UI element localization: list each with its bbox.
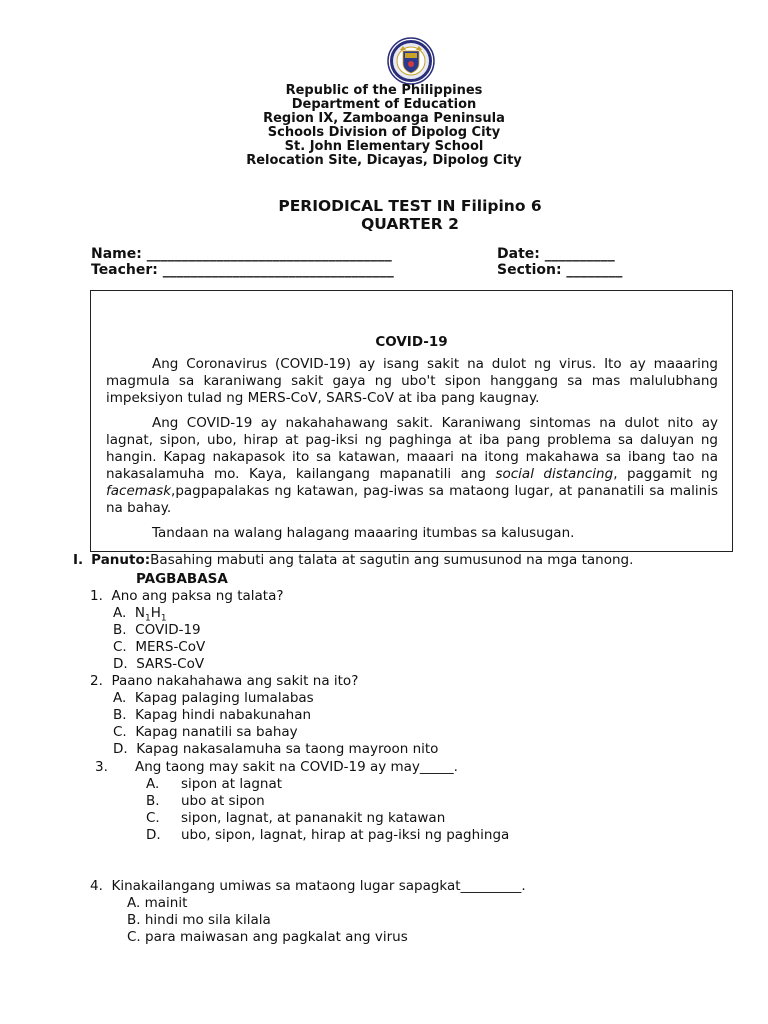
header-line: Department of Education	[291, 97, 477, 112]
choice-2a[interactable]: A. Kapag palaging lumalabas	[113, 690, 314, 706]
choice-4a[interactable]: A. mainit	[127, 895, 188, 911]
test-title	[0, 197, 768, 233]
passage-paragraph-3: Tandaan na walang halagang maaaring itumbas sa kalusugan.	[152, 525, 575, 541]
header-line: Schools Division of Dipolog City	[267, 125, 501, 140]
header-line: St. John Elementary School	[284, 139, 484, 154]
choice-2d[interactable]: D. Kapag nakasalamuha sa taong mayroon nito	[113, 741, 439, 757]
question-4: 4. Kinakailangang umiwas sa mataong lugar sapagkat_________.	[90, 878, 526, 894]
date-field[interactable]: Date: __________	[497, 246, 615, 262]
choice-3a[interactable]: A. sipon at lagnat	[146, 776, 283, 792]
reading-passage-box	[90, 290, 733, 552]
choice-1d[interactable]: D. SARS-CoV	[113, 656, 205, 672]
passage-paragraph-1: Ang Coronavirus (COVID-19) ay isang sakit na dulot ng virus. Ito ay maaaring magmula sa karaniwang sakit gaya ng ubo't sipon hanggang sa mas malulubhang impeksiyon tulad ng MERS-CoV, SARS-CoV at iba pang kaugnay.	[106, 356, 718, 406]
name-field[interactable]: Name: ___________________________________	[91, 246, 392, 262]
header-line: Region IX, Zamboanga Peninsula	[263, 111, 505, 126]
instructions: I. Panuto:Basahing mabuti ang talata at sagutin ang sumusunod na mga tanong.	[73, 552, 634, 568]
test-title-line2: QUARTER 2	[361, 215, 459, 233]
section-field[interactable]: Section: ________	[497, 261, 623, 278]
choice-3c[interactable]: C. sipon, lagnat, at pananakit ng katawan	[146, 810, 446, 826]
choice-3d[interactable]: D. ubo, sipon, lagnat, hirap at pag-iksi ng paghinga	[146, 827, 510, 843]
section-heading: PAGBABASA	[136, 571, 228, 587]
teacher-field[interactable]: Teacher: _________________________________	[91, 261, 394, 278]
choice-1a[interactable]: A. $N_1H_1$	[113, 605, 167, 624]
choice-4b[interactable]: B. hindi mo sila kilala	[127, 912, 271, 928]
student-info-fields	[91, 247, 691, 278]
choice-3b[interactable]: B. ubo at sipon	[146, 793, 265, 809]
question-2: 2. Paano nakahahawa ang sakit na ito?	[90, 673, 359, 689]
question-3: 3. Ang taong may sakit na COVID-19 ay may_____.	[95, 759, 458, 775]
test-title-line1: PERIODICAL TEST IN Filipino 6	[278, 197, 542, 215]
passage-paragraph-2: Ang COVID-19 ay nakahahawang sakit. Karaniwang sintomas na dulot nito ay lagnat, sipon, ubo, hirap at pag-iksi ng paghinga at iba pang problema sa daluyan ng hangin. Kapag nakapasok ito sa katawan, maaari na itong makahawa sa ibang tao na nakasalamuha mo. Kaya, kailangang mapanatili ang social distancing, paggamit ng facemask,pagpapalakas ng katawan, pag-iwas sa mataong lugar, at pananatili sa malinis na bahay.	[106, 415, 718, 516]
deped-seal-logo	[376, 37, 446, 85]
passage-title: COVID-19	[375, 334, 448, 350]
header-line: Republic of the Philippines	[285, 83, 483, 98]
choice-1c[interactable]: C. MERS-CoV	[113, 639, 206, 655]
choice-2c[interactable]: C. Kapag nanatili sa bahay	[113, 724, 298, 740]
choice-4c[interactable]: C. para maiwasan ang pagkalat ang virus	[127, 929, 408, 945]
header-line: Relocation Site, Dicayas, Dipolog City	[246, 153, 522, 168]
school-header	[0, 84, 768, 168]
choice-2b[interactable]: B. Kapag hindi nabakunahan	[113, 707, 312, 723]
question-1: 1. Ano ang paksa ng talata?	[90, 588, 284, 604]
choice-1b[interactable]: B. COVID-19	[113, 622, 201, 638]
